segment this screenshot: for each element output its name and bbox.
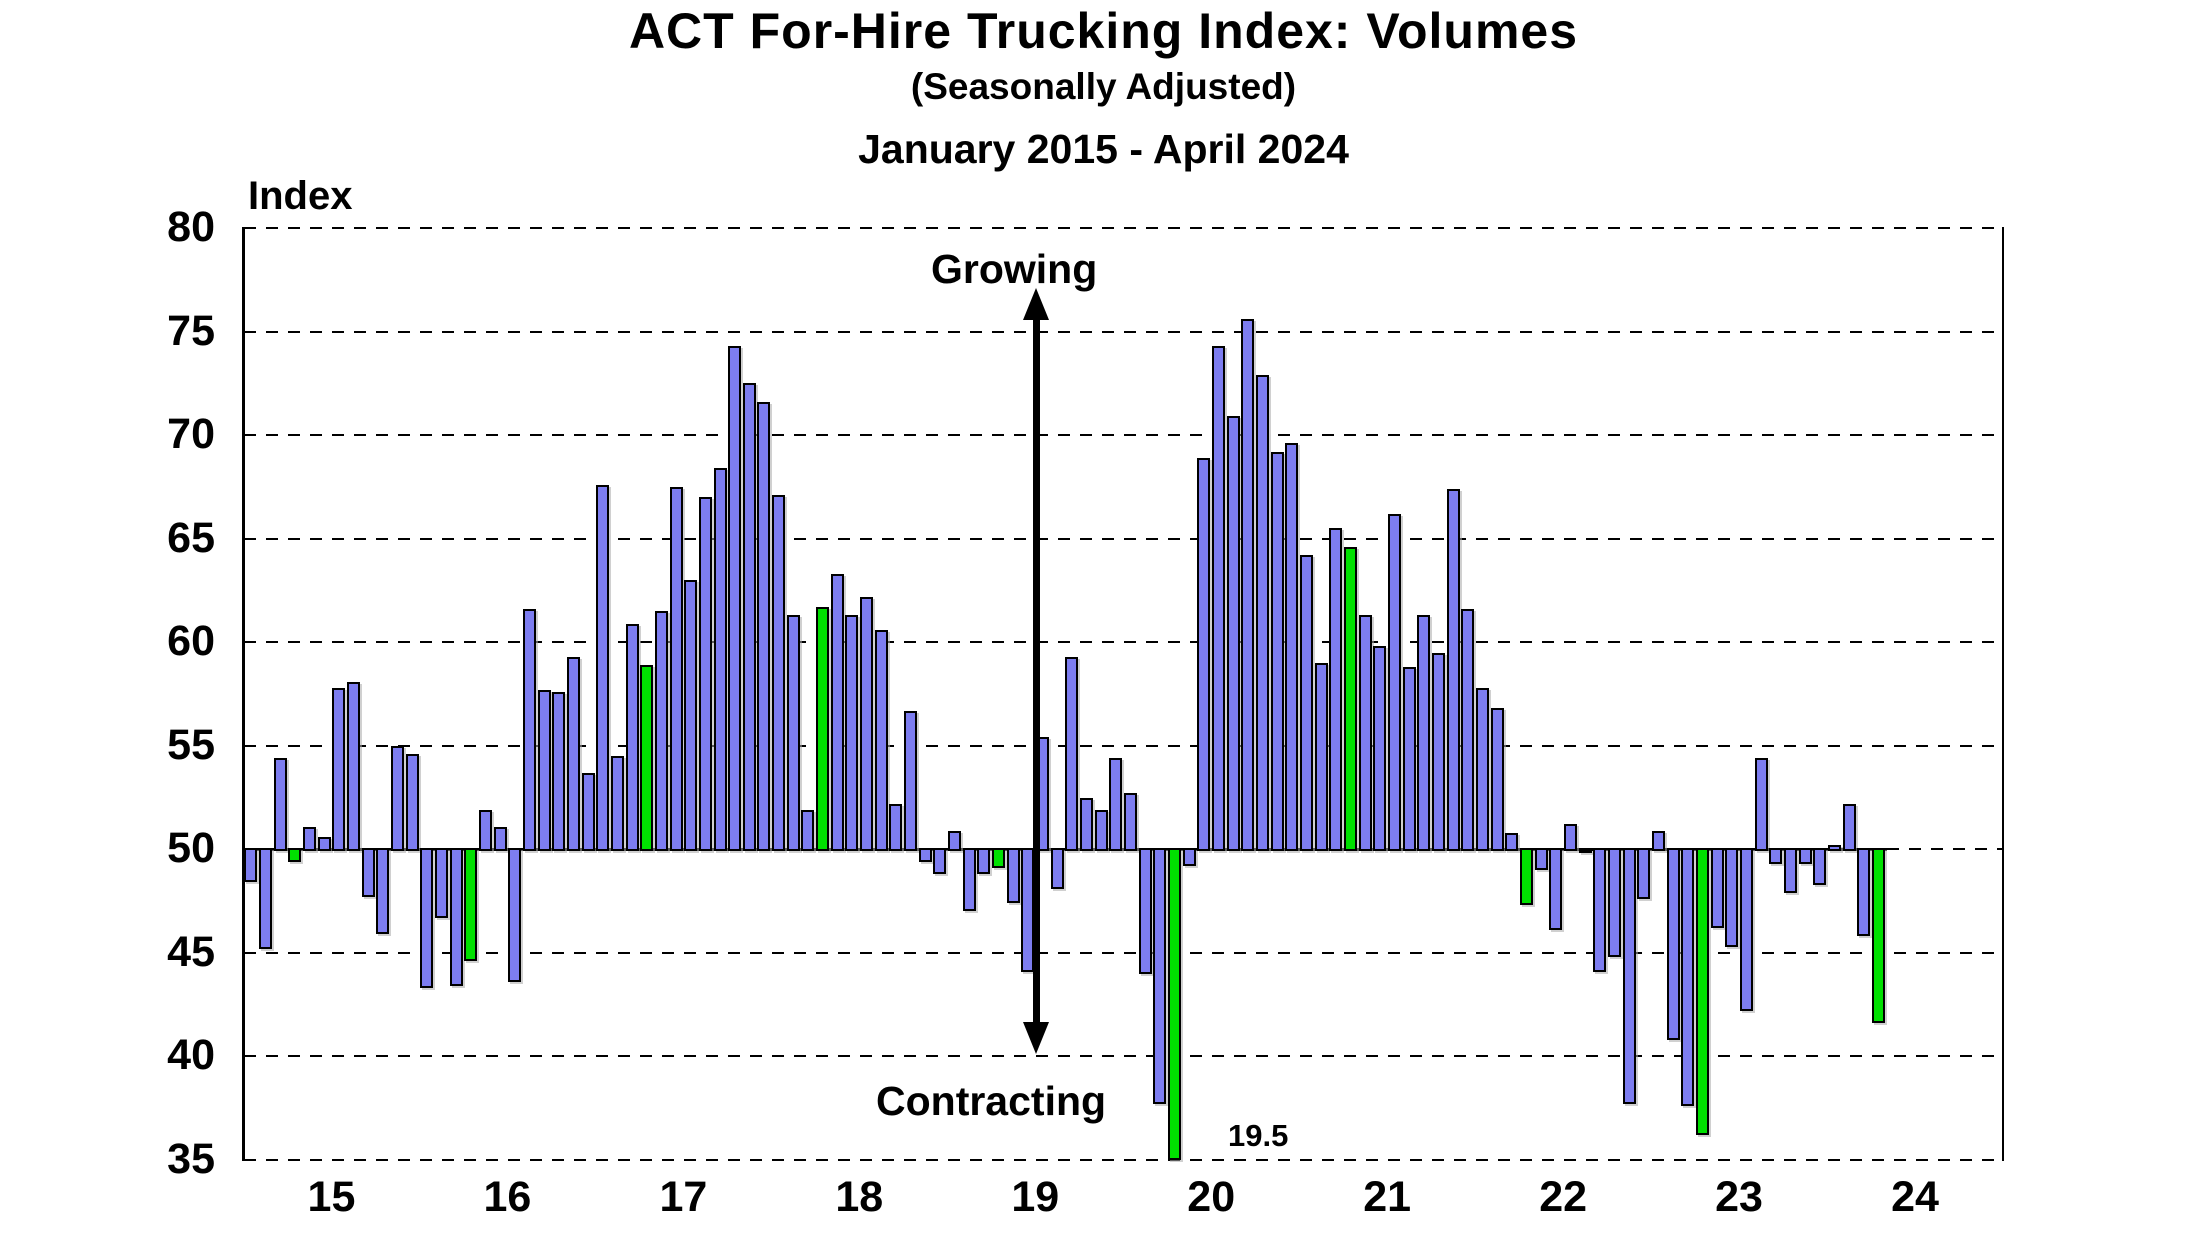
bar <box>362 848 375 897</box>
gridline-40 <box>244 1055 2004 1057</box>
x-axis-label: 19 <box>1011 1173 1060 1221</box>
bar <box>728 346 741 851</box>
bar <box>567 657 580 852</box>
bar <box>1241 319 1254 851</box>
bar <box>1403 667 1416 851</box>
bar <box>288 848 301 861</box>
chart-period: January 2015 - April 2024 <box>858 126 1349 172</box>
gridline-65 <box>244 538 2004 540</box>
chart-subtitle: (Seasonally Adjusted) <box>910 66 1297 107</box>
bar <box>1432 653 1445 852</box>
chart-title: ACT For-Hire Trucking Index: Volumes <box>628 3 1579 59</box>
bar <box>1373 646 1386 851</box>
bar <box>1667 848 1680 1040</box>
bar <box>1124 793 1137 851</box>
bar <box>992 848 1005 868</box>
bar <box>596 485 609 852</box>
bar <box>611 756 624 851</box>
bar <box>1579 849 1592 853</box>
y-axis-line <box>242 227 245 1161</box>
bar <box>420 848 433 988</box>
bar <box>1520 848 1533 905</box>
bar <box>831 574 844 851</box>
arrow-down-icon <box>1023 1022 1049 1054</box>
bar <box>1285 443 1298 851</box>
y-axis-label: 50 <box>167 824 215 873</box>
bar <box>303 827 316 852</box>
bar <box>714 468 727 851</box>
bar <box>977 848 990 874</box>
y-axis-label: 45 <box>167 927 215 976</box>
y-axis-label: 65 <box>167 513 215 562</box>
bar <box>1447 489 1460 851</box>
bar <box>1256 375 1269 851</box>
bar <box>1153 848 1166 1104</box>
right-border-line <box>2002 227 2004 1161</box>
bar <box>626 624 639 852</box>
bar <box>244 848 257 882</box>
bar <box>1183 848 1196 866</box>
contracting-label: Contracting <box>876 1078 1107 1124</box>
bar <box>801 810 814 851</box>
bar <box>919 848 932 861</box>
bar <box>1139 848 1152 973</box>
bar <box>1725 848 1738 946</box>
bar <box>670 487 683 851</box>
bar <box>816 607 829 851</box>
bar <box>450 848 463 986</box>
gridline-70 <box>244 434 2004 436</box>
bar <box>640 665 653 851</box>
y-axis-label: 40 <box>167 1031 215 1080</box>
x-axis-label: 22 <box>1539 1173 1588 1221</box>
bar <box>406 754 419 851</box>
bar <box>699 497 712 851</box>
bar <box>1564 824 1577 851</box>
growing-label: Growing <box>931 246 1098 292</box>
x-axis-label: 17 <box>659 1173 708 1221</box>
bar <box>1784 848 1797 892</box>
y-axis-label: 70 <box>167 410 215 459</box>
bar <box>552 692 565 851</box>
bar <box>1769 848 1782 863</box>
x-axis-label: 15 <box>307 1173 356 1221</box>
bar <box>464 848 477 961</box>
bar <box>259 848 272 948</box>
bar <box>1857 848 1870 936</box>
bar <box>1095 810 1108 851</box>
bar <box>1652 831 1665 852</box>
x-axis-label: 21 <box>1363 1173 1412 1221</box>
bar <box>772 495 785 851</box>
bar <box>787 615 800 851</box>
bar <box>1461 609 1474 851</box>
bar <box>376 848 389 934</box>
bar <box>1007 848 1020 903</box>
bar <box>1549 848 1562 930</box>
bar <box>1315 663 1328 851</box>
gridline-60 <box>244 641 2004 643</box>
bar <box>1359 615 1372 851</box>
bar <box>318 837 331 851</box>
x-axis-label: 16 <box>483 1173 532 1221</box>
bar <box>655 611 668 851</box>
bar <box>1109 758 1122 851</box>
bar <box>860 597 873 852</box>
bar <box>523 609 536 851</box>
bar <box>479 810 492 851</box>
bar <box>1681 848 1694 1106</box>
bar <box>1740 848 1753 1011</box>
bar <box>1065 657 1078 852</box>
bar <box>743 383 756 851</box>
bar <box>1828 845 1841 851</box>
bar <box>1623 848 1636 1104</box>
y-axis-label: 55 <box>167 720 215 769</box>
bar <box>1271 452 1284 852</box>
bar <box>1388 514 1401 852</box>
bar <box>1755 758 1768 851</box>
covid-low-annotation: 19.5 <box>1228 1118 1289 1153</box>
bar <box>1711 848 1724 928</box>
bar <box>845 615 858 851</box>
bar <box>508 848 521 982</box>
x-axis-label: 23 <box>1715 1173 1763 1221</box>
bar <box>1843 804 1856 852</box>
bar <box>274 758 287 851</box>
gridline-55 <box>244 745 2004 747</box>
bar <box>1637 848 1650 899</box>
bar <box>1593 848 1606 971</box>
gridline-80 <box>244 227 2004 229</box>
y-axis-label: 80 <box>167 203 215 251</box>
baseline-50-dashed <box>1887 848 2003 850</box>
x-axis-label: 24 <box>1891 1173 1939 1221</box>
bar <box>538 690 551 851</box>
bar <box>1197 458 1210 851</box>
bar <box>933 848 946 874</box>
bar <box>1696 848 1709 1135</box>
bar <box>1505 833 1518 852</box>
y-axis-label: 60 <box>167 617 215 666</box>
bar <box>1417 615 1430 851</box>
bar <box>875 630 888 852</box>
bar <box>1080 798 1093 852</box>
gridline-35 <box>244 1159 2004 1161</box>
gridline-75 <box>244 331 2004 333</box>
bar <box>494 827 507 852</box>
bar <box>1535 848 1548 870</box>
bar <box>1168 848 1181 1160</box>
bar <box>1813 848 1826 884</box>
bar <box>1608 848 1621 957</box>
bar <box>1051 848 1064 888</box>
bar <box>1491 708 1504 851</box>
bar <box>1329 528 1342 851</box>
bar <box>1344 547 1357 851</box>
y-axis-label: 35 <box>167 1135 215 1183</box>
bar <box>904 711 917 852</box>
bar <box>1300 555 1313 851</box>
y-axis-title: Index <box>248 174 353 218</box>
y-axis-label: 75 <box>167 306 215 355</box>
bar <box>948 831 961 852</box>
x-axis-label: 20 <box>1187 1173 1236 1221</box>
x-axis-label: 18 <box>835 1173 884 1221</box>
bar <box>332 688 345 852</box>
bar <box>684 580 697 851</box>
bar <box>1212 346 1225 851</box>
growing-contracting-arrow-shaft <box>1033 316 1040 1026</box>
bar <box>435 848 448 917</box>
bar <box>582 773 595 852</box>
bar <box>347 682 360 852</box>
bar <box>757 402 770 851</box>
bar <box>1476 688 1489 852</box>
bar <box>391 746 404 852</box>
bar <box>1227 416 1240 851</box>
bar <box>963 848 976 911</box>
bar <box>1799 848 1812 863</box>
bar <box>1872 848 1885 1023</box>
bar <box>889 804 902 852</box>
